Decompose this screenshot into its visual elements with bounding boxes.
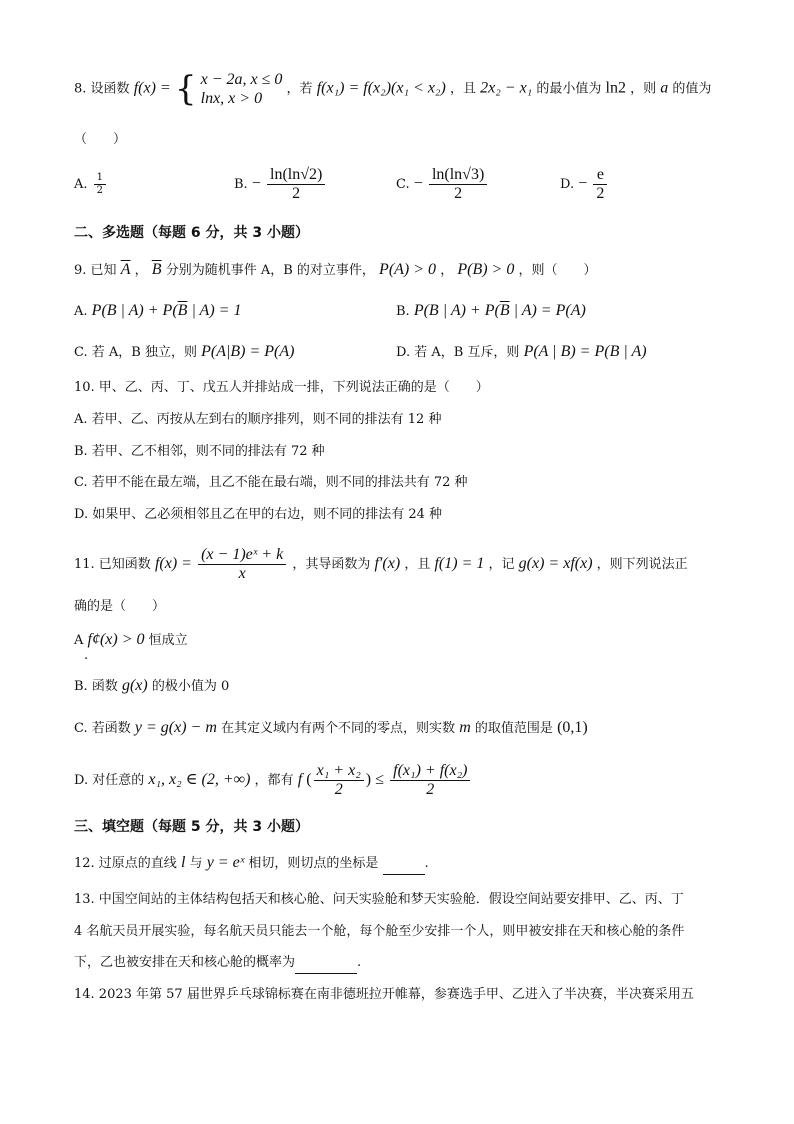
q9-option-a — [74, 301, 241, 322]
denominator: 2 — [454, 185, 463, 202]
q12-curve: y = eˣ — [206, 854, 245, 871]
q10-option-b: B. 若甲、乙不相邻，则不同的排法有 72 种 — [74, 444, 325, 459]
q9-text: ，则（ ） — [518, 263, 597, 278]
numerator: x₁ + x₂ — [314, 762, 364, 781]
numerator: f(x₁) + f(x₂) — [390, 762, 470, 781]
q9-condition-2: P(B) > 0 — [457, 261, 515, 278]
section-multi-choice-heading: 二、多选题（每题 6 分，共 3 小题） — [74, 225, 309, 241]
q12-text: 与 — [189, 856, 203, 871]
q12-text: . — [424, 856, 429, 871]
b-complement: $\overline{B}$ — [499, 302, 510, 319]
denominator: 2 — [426, 781, 435, 798]
q11-option-c-expr: y = g(x) − m — [134, 719, 217, 736]
q8-text: ，且 — [449, 81, 476, 97]
q11-option-c-range: (0,1) — [557, 719, 588, 736]
q8-answer-paren: （ ） — [74, 132, 127, 147]
q9-option-b-expr: | A) = P(A) — [509, 302, 586, 319]
q8-option-a — [74, 172, 108, 197]
q8-option-d-fraction — [593, 166, 607, 203]
q10-option-c: C. 若甲不能在最左端，且乙不能在最右端，则不同的排法共有 72 种 — [74, 475, 468, 490]
q11-derivative: f′(x) — [374, 555, 401, 572]
q11-text: ，记 — [488, 557, 515, 572]
b-complement: $\overline{B}$ — [177, 302, 188, 319]
q11-function: f(x) = — [154, 555, 192, 572]
q9-b-complement: $\overline{B}$ — [151, 261, 162, 278]
q12-answer-blank[interactable] — [383, 854, 425, 875]
q9-option-d-text: D. 若 A，B 互斥，则 — [396, 345, 520, 360]
q9-option-c-expr: P(A|B) = P(A) — [201, 343, 295, 360]
q11-option-a-expr: f¢(x) > 0 — [87, 631, 145, 648]
q9-option-a-expr: P(B | A) + P( — [91, 302, 178, 319]
option-label: B. — [396, 304, 410, 319]
less-equal-sign: ≤ — [375, 771, 384, 788]
option-label: B. — [234, 177, 248, 192]
q11-option-b-text: B. 函数 — [74, 679, 118, 694]
q9-text: ， — [440, 263, 454, 278]
q12-line-var: l — [180, 854, 186, 871]
q9-option-d — [396, 342, 647, 363]
q12-stem — [74, 853, 429, 875]
q9-text: ， — [134, 263, 148, 278]
denominator: 2 — [96, 185, 104, 196]
option-label: D. — [560, 177, 575, 192]
q11-option-d-vars: x₁, x₂ ∈ (2, +∞) — [148, 771, 251, 788]
q8-number: 8. — [74, 81, 87, 97]
q9-option-d-expr: P(A | B) = P(B | A) — [523, 343, 647, 360]
q11-option-c-text: 的取值范围是 — [474, 721, 553, 736]
numerator: ln(ln√3) — [429, 166, 487, 185]
q11-option-a — [74, 630, 188, 651]
q13-text: . — [357, 955, 362, 970]
q11-text: ，其导函数为 — [292, 557, 371, 572]
q8-function: f(x) = — [133, 79, 171, 97]
q8-option-b-fraction — [267, 166, 325, 203]
q9-text: 9. 已知 — [74, 263, 117, 278]
q9-option-a-expr: | A) = 1 — [187, 302, 242, 319]
section-fill-blank-heading: 三、填空题（每题 5 分，共 3 小题） — [74, 819, 309, 835]
q12-text: 12. 过原点的直线 — [74, 856, 177, 871]
q11-option-c-text: 在其定义域内有两个不同的零点，则实数 — [221, 721, 456, 736]
numerator: e — [593, 166, 607, 185]
q11-option-a-dot: . — [84, 648, 89, 663]
q13-line-2: 4 名航天员开展实验，每名航天员只能去一个舱，每个舱至少安排一个人，则甲被安排在天和核心舱的条件 — [74, 924, 685, 939]
q8-text: 的最小值为 — [536, 81, 602, 97]
q8-option-c — [396, 166, 489, 203]
q8-option-b — [234, 166, 327, 203]
q11-option-b — [74, 676, 229, 697]
q8-condition: f(x₁) = f(x₂)(x₁ < x₂) — [316, 79, 446, 97]
q10-option-d: D. 如果甲、乙必须相邻且乙在甲的右边，则不同的排法有 24 种 — [74, 507, 443, 522]
q8-expression: 2x₂ − x₁ — [480, 79, 533, 97]
denominator: 2 — [292, 185, 301, 202]
numerator: 1 — [94, 172, 106, 185]
q11-option-b-text: 的极小值为 0 — [151, 679, 230, 694]
q9-stem — [74, 260, 597, 281]
denominator: 2 — [596, 185, 605, 202]
q10-option-a: A. 若甲、乙、丙按从左到右的顺序排列，则不同的排法有 12 种 — [74, 412, 442, 427]
q13-line-3 — [74, 953, 361, 974]
q8-text: ，则 — [630, 81, 657, 97]
denominator: 2 — [334, 781, 343, 798]
q9-option-b — [396, 301, 586, 322]
q8-option-d — [560, 166, 609, 203]
paren-close: ) — [365, 771, 372, 788]
option-label: A. — [74, 177, 88, 192]
q8-text: ，若 — [286, 81, 313, 97]
minus-sign: − — [413, 175, 423, 192]
q11-option-d-f: f — [297, 771, 303, 788]
q9-option-c-text: C. 若 A，B 独立，则 — [74, 345, 197, 360]
q12-text: 相切，则切点的坐标是 — [248, 856, 379, 871]
q9-condition-1: P(A) > 0 — [379, 261, 437, 278]
q11-stem-continued: 确的是（ ） — [74, 599, 166, 614]
q9-a-complement: $\overline{A}$ — [120, 261, 131, 278]
q11-option-d-right-fraction — [390, 762, 470, 799]
option-label: C. — [396, 177, 410, 192]
q8-option-c-fraction — [429, 166, 487, 203]
q11-fraction — [198, 546, 286, 583]
q13-text: 下，乙也被安排在天和核心舱的概率为 — [74, 955, 296, 970]
q11-option-c-text: C. 若函数 — [74, 721, 131, 736]
minus-sign: − — [251, 175, 261, 192]
q8-cases — [201, 70, 283, 108]
q13-line-1: 13. 中国空间站的主体结构包括天和核心舱、问天实验舱和梦天实验舱．假设空间站要安排甲、乙、丙、丁 — [74, 892, 684, 907]
q11-condition: f(1) = 1 — [434, 555, 485, 572]
q13-answer-blank[interactable] — [295, 953, 357, 974]
q11-option-c-var: m — [459, 719, 471, 736]
q8-text: 的值为 — [672, 81, 712, 97]
q11-text: ，且 — [404, 557, 431, 572]
q11-option-b-expr: g(x) — [121, 677, 148, 694]
denominator: x — [238, 565, 246, 582]
q11-text: 11. 已知函数 — [74, 557, 151, 572]
q11-option-d — [74, 762, 472, 799]
q11-option-d-left-fraction — [314, 762, 364, 799]
q8-option-a-fraction — [94, 172, 106, 197]
q8-variable: a — [660, 79, 669, 97]
q8-case1: x − 2a, x ≤ 0 — [200, 71, 283, 88]
q8-brace: { — [174, 69, 197, 109]
minus-sign: − — [578, 175, 588, 192]
option-label: A — [74, 633, 84, 648]
q11-g-definition: g(x) = xf(x) — [518, 555, 593, 572]
numerator: (x − 1)eˣ + k — [198, 546, 286, 565]
q11-stem — [74, 546, 688, 583]
q8-value: ln2 — [605, 79, 626, 97]
q14-line-1: 14. 2023 年第 57 届世界乒乓球锦标赛在南非德班拉开帷幕，参赛选手甲、乙进入了半决赛，半决赛采用五 — [74, 987, 694, 1002]
q8-stem — [74, 70, 711, 108]
q9-option-c — [74, 342, 294, 363]
q8-case2: lnx, x > 0 — [200, 90, 263, 107]
q11-option-c — [74, 718, 588, 739]
q11-option-a-text: 恒成立 — [148, 633, 188, 648]
q11-option-d-text: D. 对任意的 — [74, 773, 145, 788]
numerator: ln(ln√2) — [267, 166, 325, 185]
q9-text: 分别为随机事件 A，B 的对立事件， — [165, 263, 375, 278]
q11-text: ，则下列说法正 — [596, 557, 688, 572]
paren-open: ( — [306, 771, 312, 788]
q10-stem: 10. 甲、乙、丙、丁、戊五人并排站成一排，下列说法正确的是（ ） — [74, 380, 489, 395]
q8-text: 设函数 — [90, 81, 130, 97]
q9-option-b-expr: P(B | A) + P( — [413, 302, 500, 319]
q11-option-d-text: ，都有 — [254, 773, 294, 788]
option-label: A. — [74, 304, 88, 319]
